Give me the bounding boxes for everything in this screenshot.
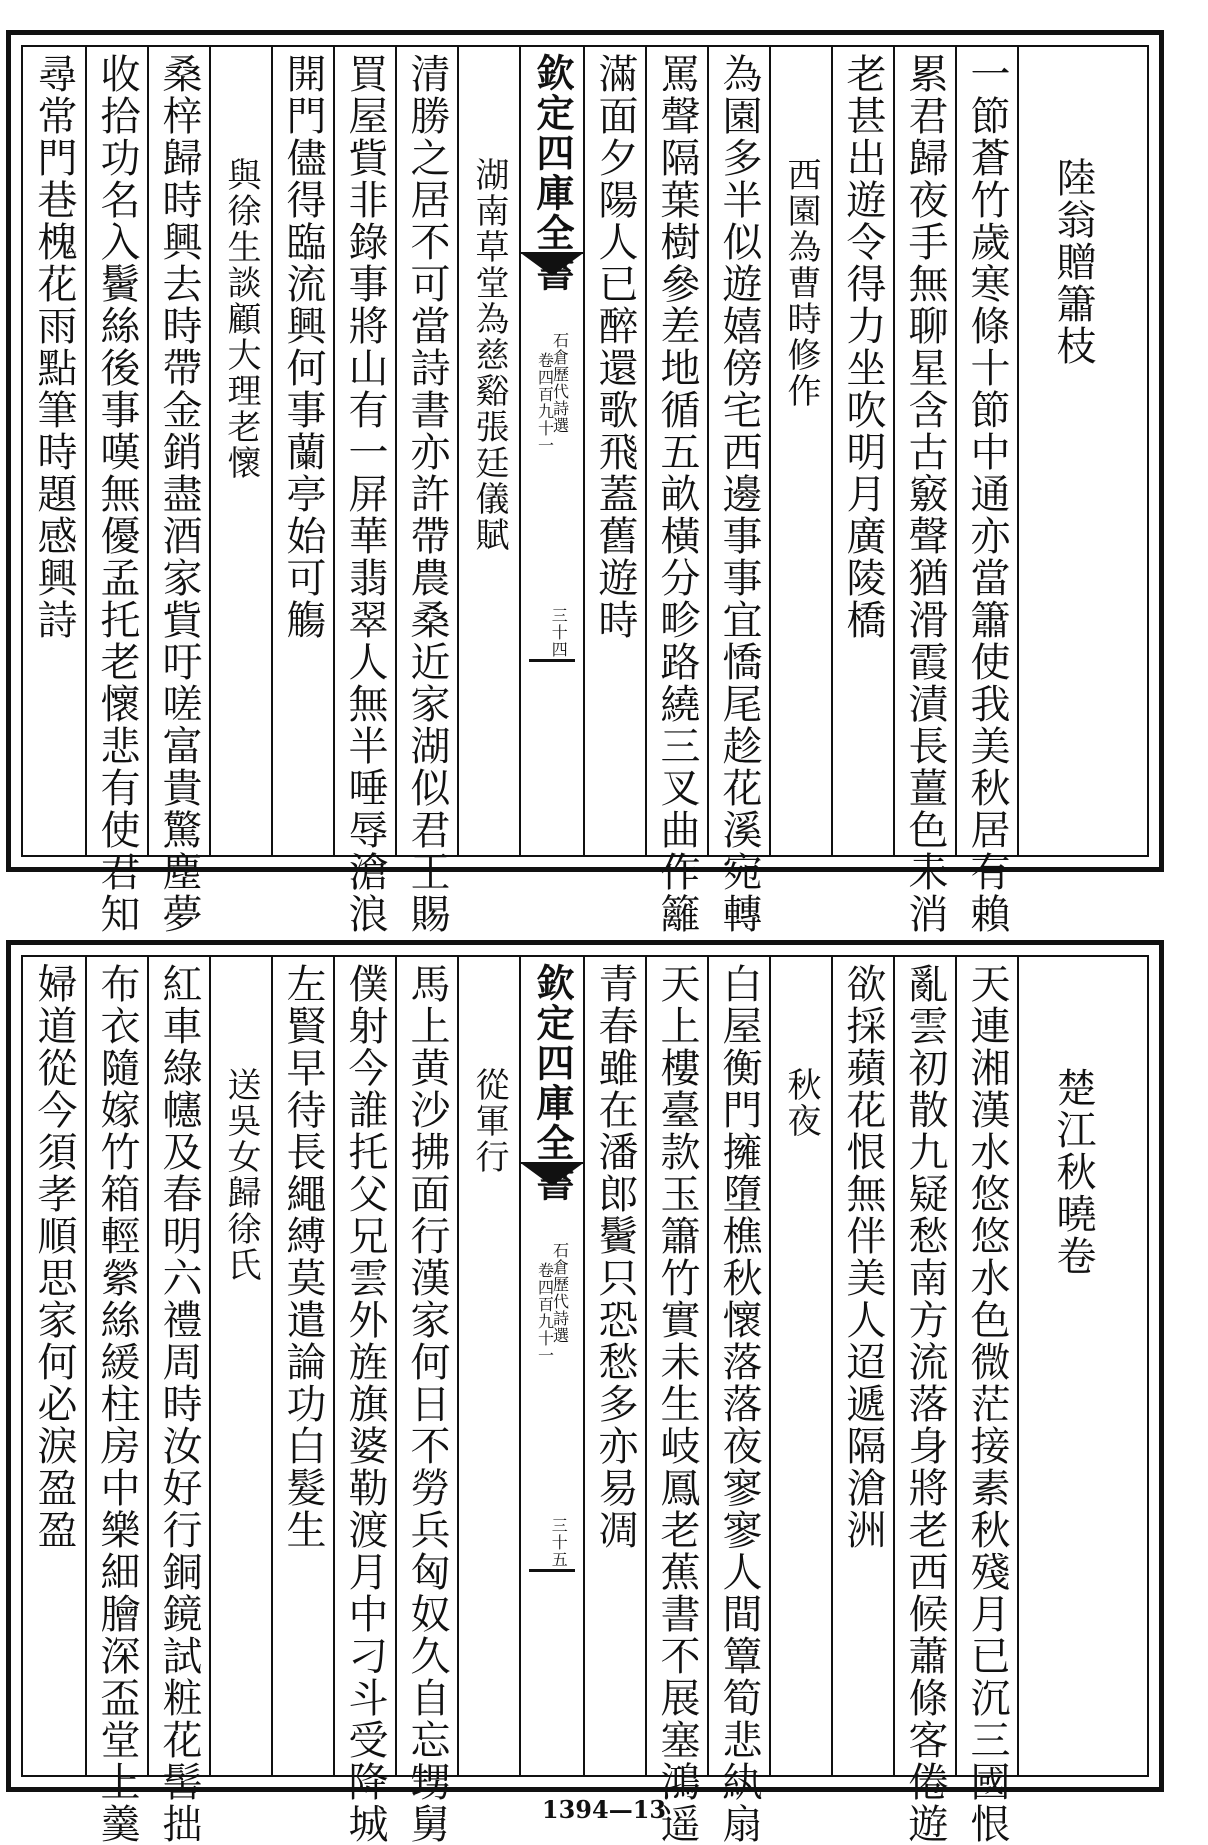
text-column [457,957,519,1775]
text-column [23,47,85,855]
column-text: 白屋衡門擁墮樵秋懷落落夜寥寥人間簟筍悲紈扇 [716,963,762,1845]
poem-title: 與徐生談顧大理老懷 [221,157,261,481]
spine-rule [529,1569,575,1572]
spine-book: 石倉歷代詩選 [550,1242,570,1344]
text-column [457,47,519,855]
column-text: 左賢早待長繩縛莫遣論功白髮生 [280,963,326,1551]
column-text: 婦道從今須孝順思家何必淚盈盈 [31,963,77,1551]
text-column [893,957,955,1845]
column-text: 青春雖在潘郎鬢只恐愁多亦易凋 [592,963,638,1551]
spine-ornament [521,252,583,280]
text-column [395,957,457,1845]
text-column [583,957,645,1775]
spine-page-number: 三十四 [549,607,569,658]
text-column [583,47,645,855]
text-column [831,957,893,1775]
spine-rule [529,659,575,662]
text-column [1017,47,1127,855]
text-column [893,47,955,935]
spine-title: 欽定四庫全書 [530,963,575,1203]
page-footer-number: 1394—13 [541,1795,667,1824]
text-column [85,957,147,1845]
text-column [955,47,1017,935]
poem-title: 從軍行 [469,1067,509,1175]
column-text: 桑梓歸時興去時帶金銷盡酒家貲吁嗟富貴驚塵夢 [156,53,202,935]
text-column [271,47,333,855]
column-text: 清勝之居不可當詩書亦許帶農桑近家湖似君王賜 [404,53,450,935]
text-column [333,957,395,1845]
text-column [955,957,1017,1845]
text-column [395,47,457,935]
column-text: 天上樓臺款玉簫竹實未生岐鳳老蕉書不展塞鴻遥 [654,963,700,1845]
column-text: 馬上黄沙拂面行漢家何日不勞兵匈奴久自忘甥舅 [404,963,450,1845]
column-text: 欲採蘋花恨無伴美人迢遞隔滄洲 [840,963,886,1551]
spine-book: 石倉歷代詩選 [550,332,570,434]
column-text: 為園多半似遊嬉傍宅西邊事事宜憍尾趁花溪宛轉 [716,53,762,935]
column-text: 累君歸夜手無聊星含古竅聲猶滑霞漬長薑色未消 [902,53,948,935]
poem-title: 楚江秋曉卷 [1050,1067,1096,1277]
text-column [769,957,831,1775]
text-column [271,957,333,1775]
column-text: 僕射今誰托父兄雲外旌旗婆勒渡月中刁斗受降城 [342,963,388,1845]
column-text: 滿面夕陽人已醉還歌飛蓋舊遊時 [592,53,638,641]
top-page [6,30,1164,935]
column-text: 天連湘漢水悠悠水色微茫接素秋殘月已沉三國恨 [964,963,1010,1845]
text-column [23,957,85,1775]
column-text: 罵聲隔葉樹參差地循五畝橫分畛路繞三叉曲作籬 [654,53,700,935]
spine-title: 欽定四庫全書 [530,53,575,293]
text-column [333,47,395,935]
top-page-frame [21,45,1149,935]
text-column [209,47,271,855]
column-text: 老甚出遊令得力坐吹明月廣陵橋 [840,53,886,641]
poem-title: 陸翁贈簫枝 [1050,157,1096,367]
text-column [209,957,271,1775]
spine-ornament [521,1162,583,1190]
column-text: 開門儘得臨流興何事蘭亭始可觴 [280,53,326,641]
poem-title: 送吳女歸徐氏 [221,1067,261,1283]
text-column [831,47,893,855]
column-text: 紅車綠幰及春明六禮周時汝好行銅鏡試粧花髻拙 [156,963,202,1845]
spine-page-number: 三十五 [549,1517,569,1568]
text-column [707,957,769,1845]
column-text: 一節蒼竹歲寒條十節中通亦當簫使我美秋居有賴 [964,53,1010,935]
text-column [147,47,209,935]
column-text: 亂雲初散九疑愁南方流落身將老西候蕭條客倦遊 [902,963,948,1845]
text-column [707,47,769,935]
spine-volume: 卷四百九十一 [535,1262,555,1364]
column-text: 布衣隨嫁竹箱輕縈絲緩柱房中樂細膾深盃堂上羹 [94,963,140,1845]
column-text: 收拾功名入鬢絲後事嘆無優孟托老懷悲有使君知 [94,53,140,935]
text-column [85,47,147,935]
text-column [1017,957,1127,1775]
text-column [645,957,707,1845]
spine-column [519,47,583,855]
poem-title: 秋夜 [781,1067,821,1139]
poem-title: 湖南草堂為慈谿張廷儀賦 [469,157,509,553]
spine-volume: 卷四百九十一 [535,352,555,454]
text-column [645,47,707,935]
column-text: 尋常門巷槐花雨點筆時題感興詩 [31,53,77,641]
column-text: 買屋貲非錄事將山有一屏華翡翠人無半唾辱滄浪 [342,53,388,935]
text-column [147,957,209,1845]
spine-column [519,957,583,1775]
text-column [769,47,831,855]
poem-title: 西園為曹時修作 [781,157,821,409]
